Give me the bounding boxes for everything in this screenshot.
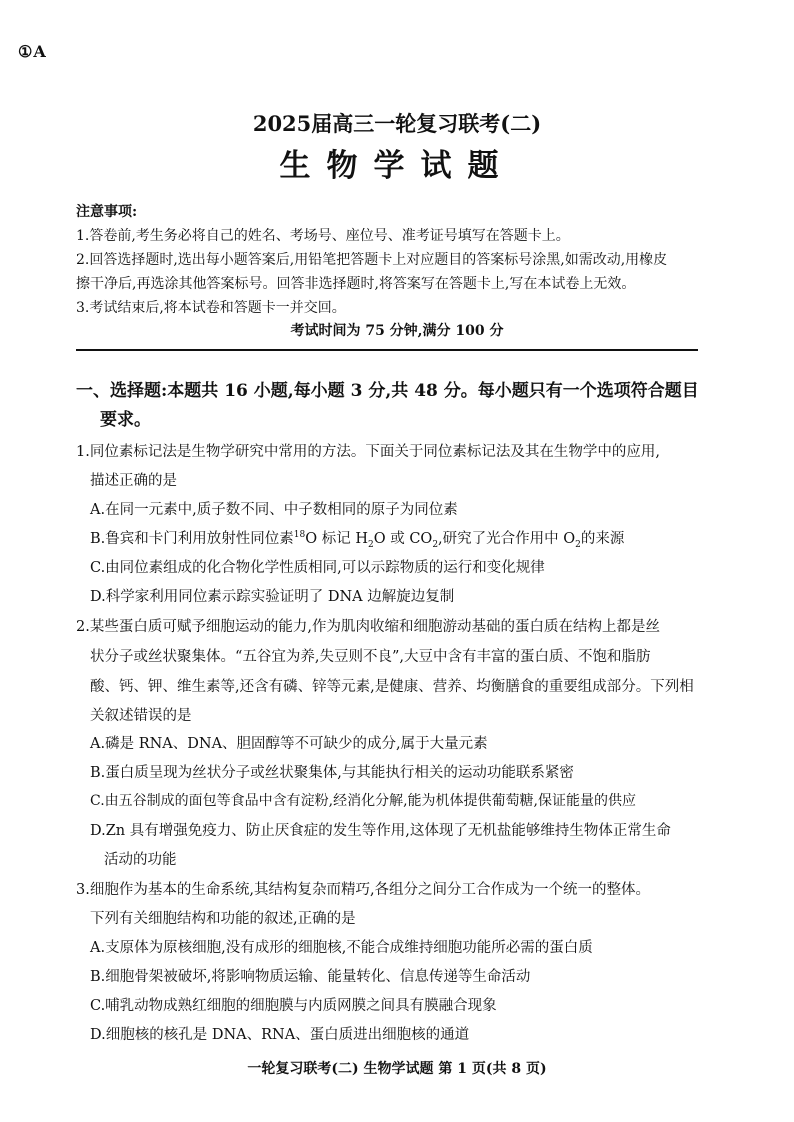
notice-item: 1.答卷前,考生务必将自己的姓名、考场号、座位号、准考证号填写在答题卡上。 [76,228,570,244]
question-2-stem-cont: 关叙述错误的是 [90,708,192,724]
question-2-stem-cont: 状分子或丝状聚集体。“五谷宜为养,失豆则不良”,大豆中含有丰富的蛋白质、不饱和脂肪 [90,649,651,665]
question-1-option-b: B.鲁宾和卡门利用放射性同位素$^{18}$O 标记 $H_2O$ 或 $CO_2$,研究了光合作用中 $O_2$的来源 [90,530,625,550]
question-3-stem-cont: 下列有关细胞结构和功能的叙述,正确的是 [90,911,356,927]
notice-item: 擦干净后,再选涂其他答案标号。回答非选择题时,将答案写在答题卡上,写在本试卷上无效。 [76,276,636,292]
question-1-option-d: D.科学家利用同位素示踪实验证明了 DNA 边解旋边复制 [90,589,455,605]
exam-series-title: 2025届高三一轮复习联考(二) [252,111,542,136]
question-1-stem-cont: 描述正确的是 [90,473,177,489]
question-2-option-a: A.磷是 RNA、DNA、胆固醇等不可缺少的成分,属于大量元素 [90,736,488,752]
notice-heading: 注意事项: [76,204,138,220]
section-heading: 一、选择题:本题共 16 小题,每小题 3 分,共 48 分。每小题只有一个选项符合题目 [76,381,699,401]
notice-item: 3.考试结束后,将本试卷和答题卡一并交回。 [76,300,346,316]
question-2-option-b: B.蛋白质呈现为丝状分子或丝状聚集体,与其能执行相关的运动功能联系紧密 [90,765,574,781]
exam-duration-info: 考试时间为 75 分钟,满分 100 分 [290,323,504,339]
question-2-option-d-cont: 活动的功能 [104,852,177,868]
page-footer: 一轮复习联考(二) 生物学试题 第 1 页(共 8 页) [247,1061,547,1077]
question-3-stem: 3.细胞作为基本的生命系统,其结构复杂而精巧,各组分之间分工合作成为一个统一的整体。 [76,882,651,898]
corner-mark: ①A [18,42,47,61]
question-2-stem: 2.某些蛋白质可赋予细胞运动的能力,作为肌肉收缩和细胞游动基础的蛋白质在结构上都是丝 [76,619,660,635]
question-3-option-d: D.细胞核的核孔是 DNA、RNA、蛋白质进出细胞核的通道 [90,1027,470,1043]
question-2-stem-cont: 酸、钙、钾、维生素等,还含有磷、锌等元素,是健康、营养、均衡膳食的重要组成部分。下列相 [90,679,694,695]
question-2-option-c: C.由五谷制成的面包等食品中含有淀粉,经消化分解,能为机体提供葡萄糖,保证能量的供应 [90,793,637,809]
divider [76,349,698,351]
subject-title: 生物学试题 [279,148,515,184]
question-1-option-a: A.在同一元素中,质子数不同、中子数相同的原子为同位素 [90,502,458,518]
question-1-stem: 1.同位素标记法是生物学研究中常用的方法。下面关于同位素标记法及其在生物学中的应用, [76,444,660,460]
question-3-option-b: B.细胞骨架被破坏,将影响物质运输、能量转化、信息传递等生命活动 [90,969,531,985]
question-1-option-c: C.由同位素组成的化合物化学性质相同,可以示踪物质的运行和变化规律 [90,560,545,576]
question-2-option-d: D.Zn 具有增强免疫力、防止厌食症的发生等作用,这体现了无机盐能够维持生物体正常生命 [90,823,671,839]
question-3-option-a: A.支原体为原核细胞,没有成形的细胞核,不能合成维持细胞功能所必需的蛋白质 [90,940,593,956]
question-3-option-c: C.哺乳动物成熟红细胞的细胞膜与内质网膜之间具有膜融合现象 [90,998,497,1014]
notice-item: 2.回答选择题时,选出每小题答案后,用铅笔把答题卡上对应题目的答案标号涂黑,如需改动,用橡皮 [76,252,668,268]
section-heading-cont: 要求。 [100,410,151,430]
